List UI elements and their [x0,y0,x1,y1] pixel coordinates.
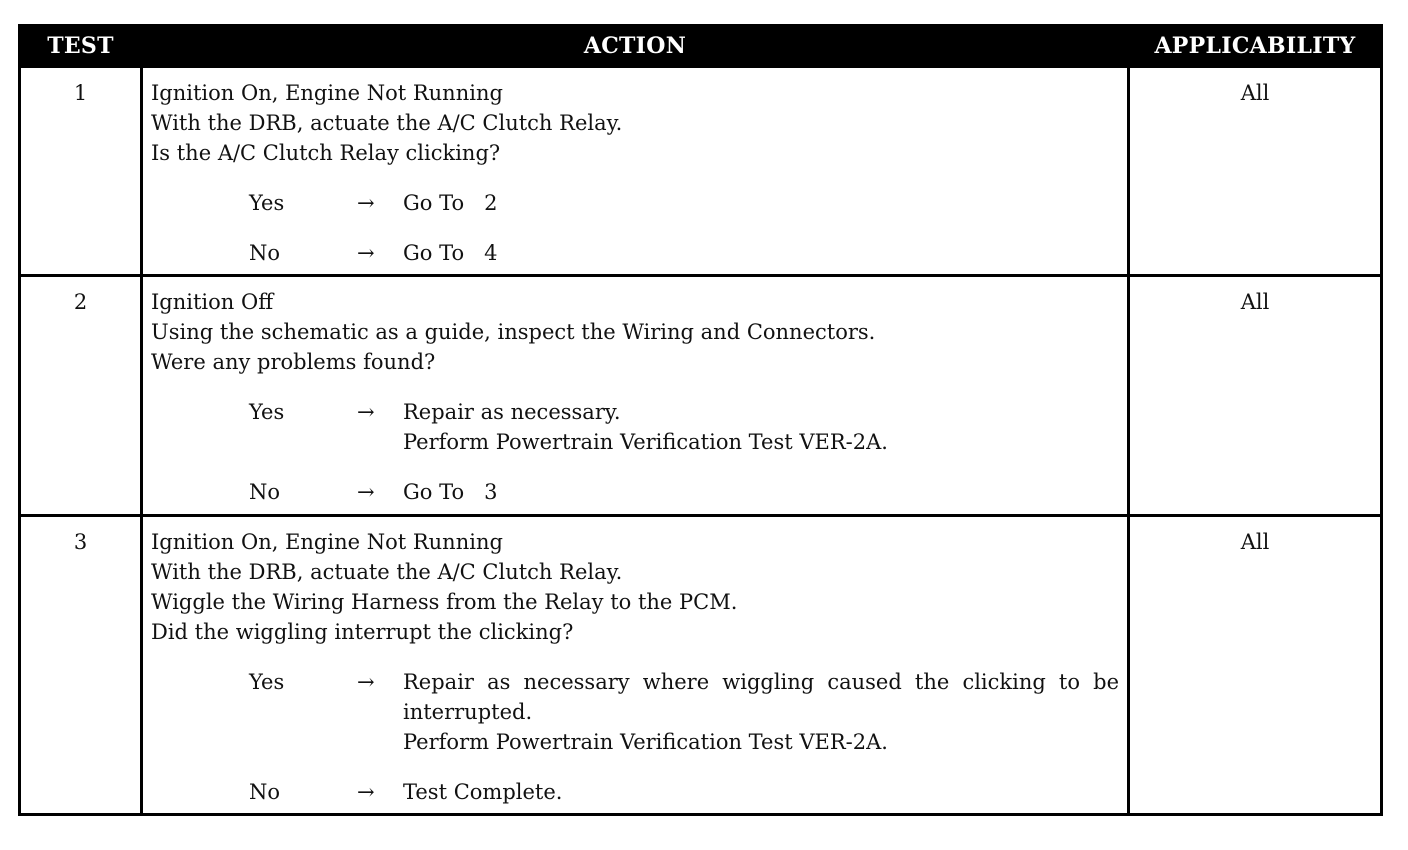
action-step: With the DRB, actuate the A/C Clutch Relay. [151,560,623,584]
branch-result [403,777,1119,807]
action-cell [142,67,1129,276]
action-step: Wiggle the Wiring Harness from the Relay to the PCM. [151,590,738,614]
action-step: Ignition On, Engine Not Running [151,81,503,105]
branch-yes [249,667,1119,757]
branch-no [249,777,1119,807]
header-applicability: APPLICABILITY [1129,26,1382,67]
arrow-icon: → [357,670,375,694]
header-test: TEST [20,26,142,67]
test-number: 2 [20,276,142,516]
action-cell [142,516,1129,815]
branch-yes [249,188,1119,218]
branch-result [403,397,1119,457]
action-cell [142,276,1129,516]
table-row [20,67,1382,276]
branch-answer: No [249,780,281,804]
arrow-icon: → [357,480,375,504]
branch-yes [249,397,1119,457]
arrow-icon: → [357,241,375,265]
result-line: Test Complete. [403,780,563,804]
action-step: Were any problems found? [151,350,436,374]
result-line: Perform Powertrain Verification Test VER-2A. [403,730,888,754]
branch-no [249,238,1119,268]
table-row [20,276,1382,516]
branch-result [403,188,1119,218]
branch-answer: Yes [249,191,285,215]
branch-answer: Yes [249,670,285,694]
result-line: Repair as necessary. [403,400,621,424]
branch-answer: No [249,241,281,265]
header-action: ACTION [142,26,1129,67]
branch-result [403,477,1119,507]
result-line: Perform Powertrain Verification Test VER-2A. [403,430,888,454]
result-line: Go To 3 [403,480,498,504]
action-step: Is the A/C Clutch Relay clicking? [151,141,501,165]
branch-result [403,667,1119,757]
test-number: 1 [20,67,142,276]
applicability-value: All [1129,67,1382,276]
applicability-value: All [1129,276,1382,516]
result-line: Repair as necessary where wiggling caused the clicking to be interrupted. [403,670,1119,724]
action-step: Using the schematic as a guide, inspect the Wiring and Connectors. [151,320,876,344]
branch-result [403,238,1119,268]
action-step: Did the wiggling interrupt the clicking? [151,620,574,644]
test-number: 3 [20,516,142,815]
result-line: Go To 4 [403,241,498,265]
arrow-icon: → [357,780,375,804]
action-step: Ignition Off [151,290,274,314]
table-row [20,516,1382,815]
diagnostic-test-table [18,24,1383,816]
branch-answer: Yes [249,400,285,424]
action-step: With the DRB, actuate the A/C Clutch Relay. [151,111,623,135]
result-line: Go To 2 [403,191,498,215]
arrow-icon: → [357,400,375,424]
branch-answer: No [249,480,281,504]
branch-no [249,477,1119,507]
applicability-value: All [1129,516,1382,815]
action-step: Ignition On, Engine Not Running [151,530,503,554]
table-header-row [20,26,1382,67]
arrow-icon: → [357,191,375,215]
